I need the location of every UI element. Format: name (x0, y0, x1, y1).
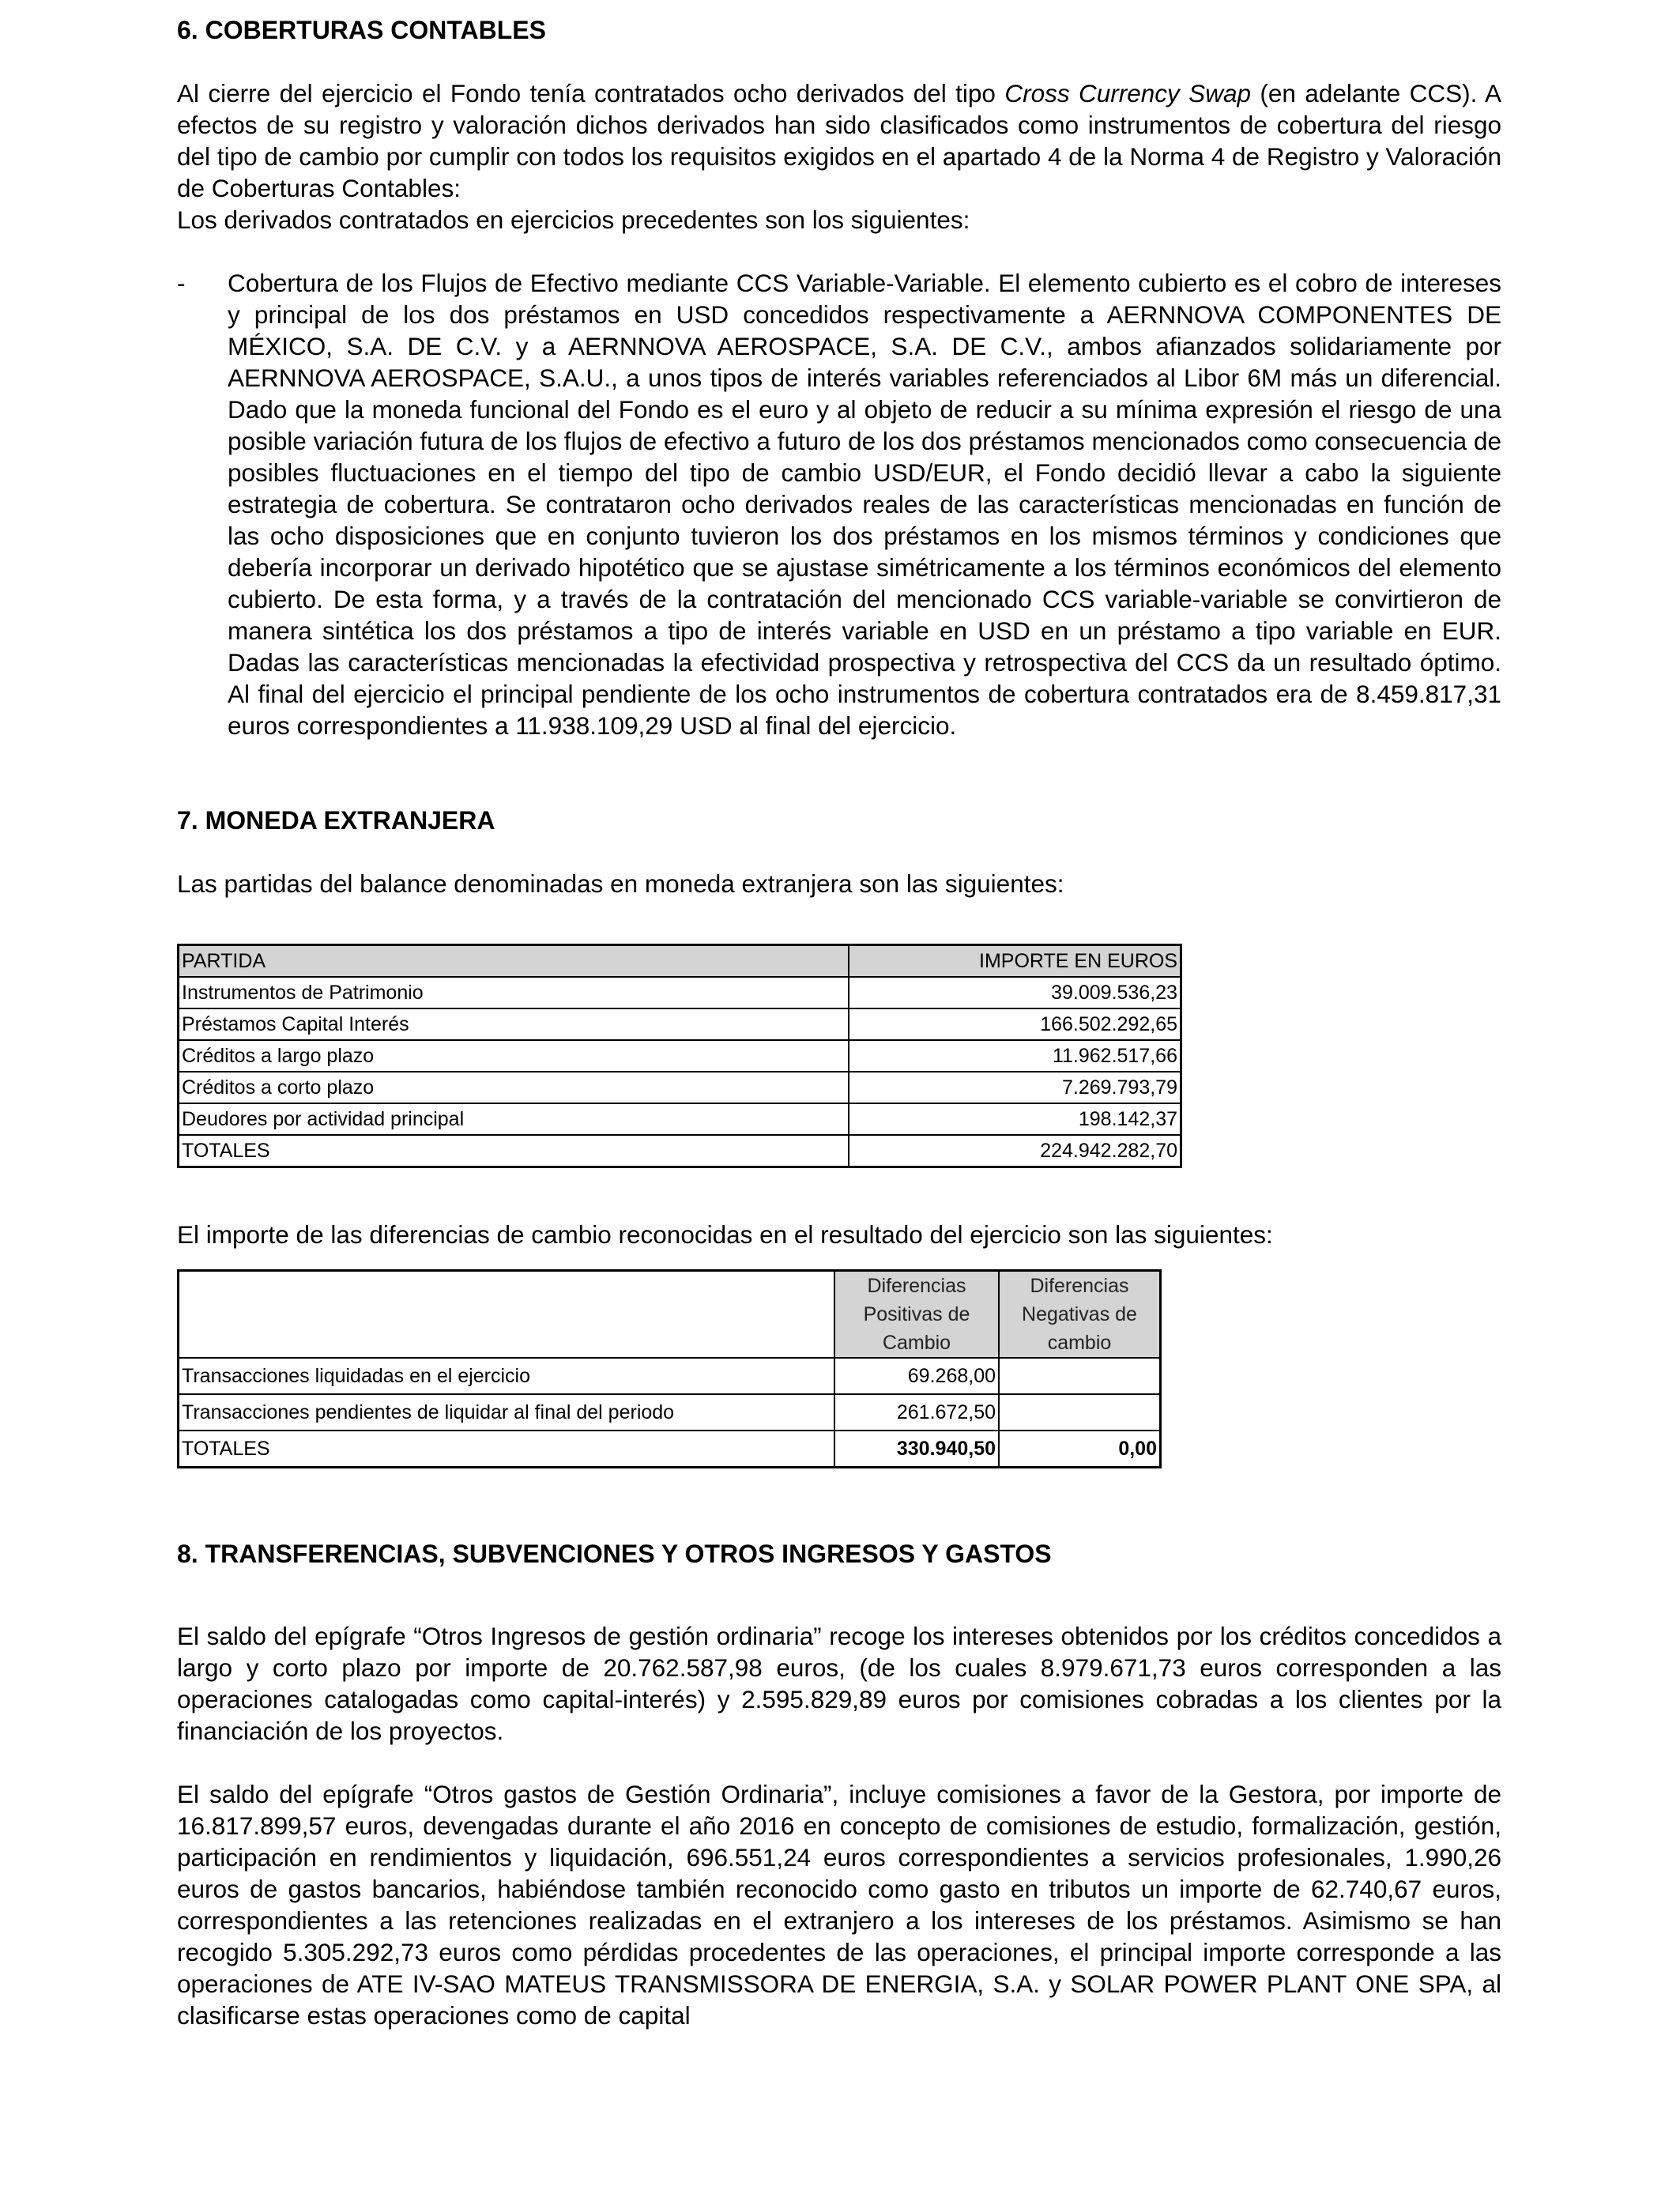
section-6-p1-italic: Cross Currency Swap (1004, 79, 1251, 107)
row-label: Créditos a largo plazo (179, 1040, 849, 1072)
row-label: Préstamos Capital Interés (179, 1008, 849, 1040)
document-page (177, 14, 1501, 2031)
row-value: 198.142,37 (849, 1103, 1181, 1135)
total-negative: 0,00 (999, 1431, 1161, 1468)
section-7-title: 7. MONEDA EXTRANJERA (177, 806, 495, 835)
section-6-title: 6. COBERTURAS CONTABLES (177, 16, 546, 44)
exchange-differences-table (177, 1269, 1162, 1468)
table-row (179, 977, 1181, 1008)
table-row (179, 1072, 1181, 1103)
section-8-paragraph-2: El saldo del epígrafe “Otros gastos de Gestión Ordinaria”, incluye comisiones a favor de la Gestora, por importe de 16.817.899,57 euros, devengadas durante el año 2016 en concepto de comisiones de estudio, formalización, gestión, participación en rendimientos y liquidación, 696.551,24 euros correspondientes a servicios profesionales, 1.990,26 euros de gastos bancarios, habiéndose también reconocido como gasto en tributos un importe de 62.740,67 euros, correspondientes a las retenciones realizadas en el extranjero a los intereses de los préstamos. Asimismo se han recogido 5.305.292,73 euros como pérdidas procedentes de las operaciones, el principal importe corresponde a las operaciones de ATE IV-SAO MATEUS TRANSMISSORA DE ENERGIA, S.A. y SOLAR POWER PLANT ONE SPA, al clasificarse estas operaciones como de capital (177, 1780, 1501, 2030)
section-8-title: 8. TRANSFERENCIAS, SUBVENCIONES Y OTROS INGRESOS Y GASTOS (177, 1540, 1052, 1568)
row-label: Deudores por actividad principal (179, 1103, 849, 1135)
foreign-currency-table (177, 944, 1182, 1168)
section-7-intro: Las partidas del balance denominadas en moneda extranjera son las siguientes: (177, 869, 1064, 898)
row-negative (999, 1394, 1161, 1431)
table-total-row (179, 1431, 1161, 1468)
row-label: Instrumentos de Patrimonio (179, 977, 849, 1008)
section-6-bullet-text: Cobertura de los Flujos de Efectivo mediante CCS Variable-Variable. El elemento cubierto es el cobro de intereses y principal de los dos préstamos en USD concedidos respectivamente a AERNNOVA COMPONENTES DE MÉXICO, S.A. DE C.V. y a AERNNOVA AEROSPACE, S.A. DE C.V., ambos afianzados solidariamente por AERNNOVA AEROSPACE, S.A.U., a unos tipos de interés variables referenciados al Libor 6M más un diferencial. Dado que la moneda funcional del Fondo es el euro y al objeto de reducir a su mínima expresión el riesgo de una posible variación futura de los flujos de efectivo a futuro de los dos préstamos mencionados como consecuencia de posibles fluctuaciones en el tiempo del tipo de cambio USD/EUR, el Fondo decidió llevar a cabo la siguiente estrategia de cobertura. Se contrataron ocho derivados reales de las características mencionadas en función de las ocho disposiciones que en conjunto tuvieron los dos préstamos en los mismos términos y condiciones que debería incorporar un derivado hipotético que se ajustase simétricamente a los términos económicos del elemento cubierto. De esta forma, y a través de la contratación del mencionado CCS variable-variable se convirtieron de manera sintética los dos préstamos a tipo de interés variable en USD en un préstamo a tipo variable en EUR. Dadas las características mencionadas la efectividad prospectiva y retrospectiva del CCS da un resultado óptimo. Al final del ejercicio el principal pendiente de los ocho instrumentos de cobertura contratados era de 8.459.817,31 euros correspondientes a 11.938.109,29 USD al final del ejercicio. (228, 269, 1501, 740)
row-label: TOTALES (179, 1135, 849, 1167)
bullet-dash: - (177, 269, 186, 297)
row-value: 224.942.282,70 (849, 1135, 1181, 1167)
section-6-paragraph-2: Los derivados contratados en ejercicios precedentes son los siguientes: (177, 205, 970, 234)
empty-header-cell (179, 1271, 835, 1359)
table-row (179, 1394, 1161, 1431)
row-positive: 261.672,50 (834, 1394, 999, 1431)
section-6-bullet (177, 267, 1501, 741)
column-header-partida: PARTIDA (179, 945, 849, 978)
row-value: 7.269.793,79 (849, 1072, 1181, 1103)
section-6-paragraph-1 (177, 77, 1501, 204)
row-label: Créditos a corto plazo (179, 1072, 849, 1103)
table-header-row (179, 945, 1181, 978)
row-label: Transacciones pendientes de liquidar al final del periodo (179, 1394, 835, 1431)
section-6-p1-end: (en adelante CCS). A efectos de su registro y valoración dichos derivados han sido clasificados como instrumentos de cobertura del riesgo del tipo de cambio por cumplir con todos los requisitos exigidos en el apartado 4 de la Norma 4 de Registro y Valoración de Coberturas Contables: (177, 79, 1501, 202)
column-header-negative: Diferencias Negativas de cambio (999, 1271, 1161, 1359)
row-label: Transacciones liquidadas en el ejercicio (179, 1358, 835, 1394)
row-value: 166.502.292,65 (849, 1008, 1181, 1040)
section-7-intro-2: El importe de las diferencias de cambio reconocidas en el resultado del ejercicio son las siguientes: (177, 1220, 1273, 1249)
row-positive: 69.268,00 (834, 1358, 999, 1394)
table-row (179, 1358, 1161, 1394)
column-header-positive: Diferencias Positivas de Cambio (834, 1271, 999, 1359)
table-row (179, 1103, 1181, 1135)
row-value: 11.962.517,66 (849, 1040, 1181, 1072)
table-header-row (179, 1271, 1161, 1359)
row-value: 39.009.536,23 (849, 977, 1181, 1008)
section-6-p1-start: Al cierre del ejercicio el Fondo tenía contratados ocho derivados del tipo (177, 79, 1005, 107)
table-total-row (179, 1135, 1181, 1167)
table-row (179, 1008, 1181, 1040)
section-8-paragraph-1: El saldo del epígrafe “Otros Ingresos de gestión ordinaria” recoge los intereses obtenidos por los créditos concedidos a largo y corto plazo por importe de 20.762.587,98 euros, (de los cuales 8.979.671,73 euros corresponden a las operaciones catalogadas como capital-interés) y 2.595.829,89 euros por comisiones cobradas a los clientes por la financiación de los proyectos. (177, 1622, 1501, 1745)
table-row (179, 1040, 1181, 1072)
total-label: TOTALES (179, 1431, 835, 1468)
row-negative (999, 1358, 1161, 1394)
total-positive: 330.940,50 (834, 1431, 999, 1468)
column-header-importe: IMPORTE EN EUROS (849, 945, 1181, 978)
